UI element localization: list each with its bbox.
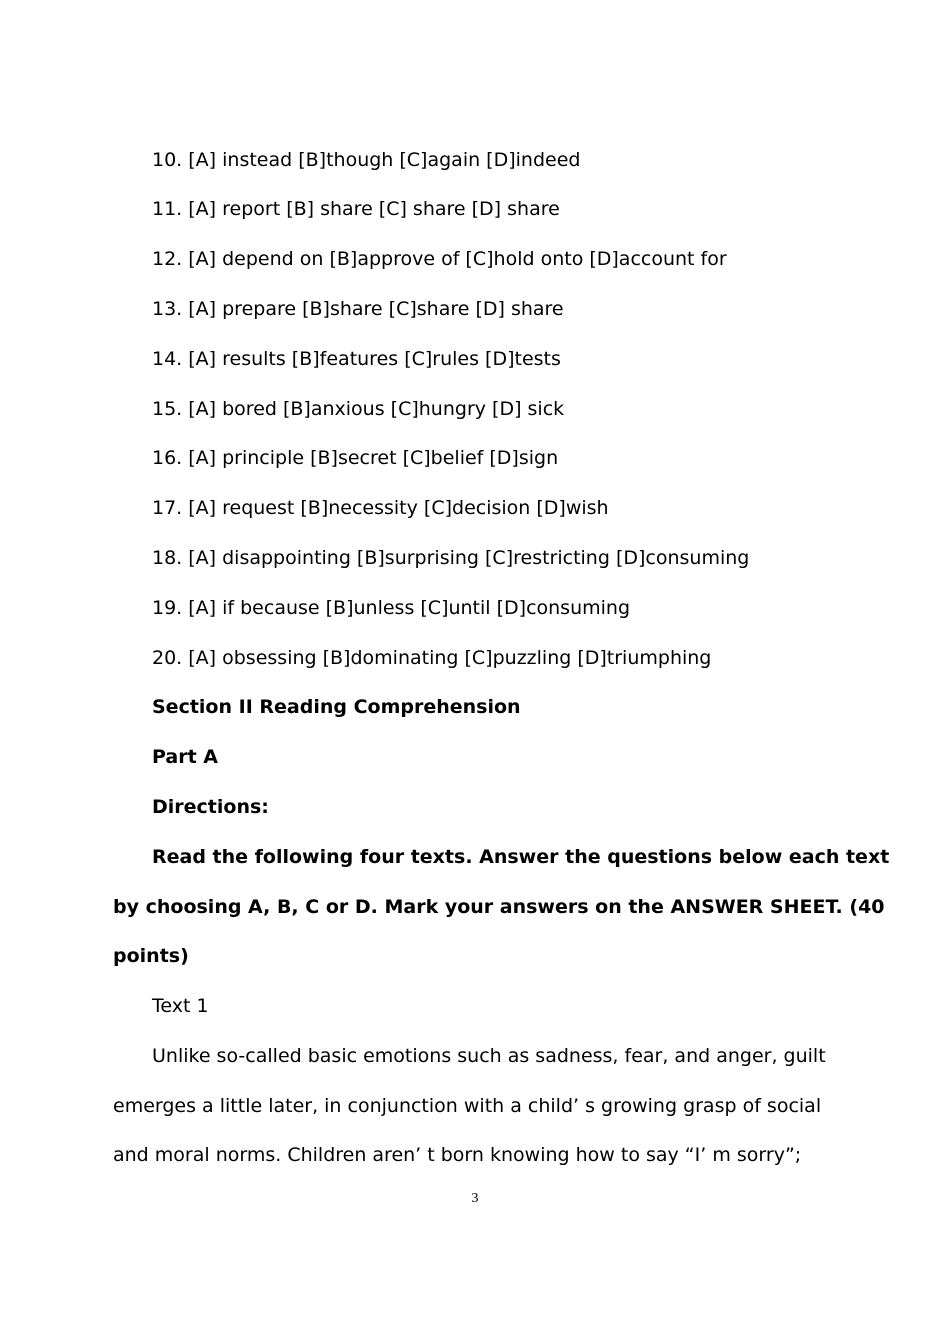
- option-line-14: 14. [A] results [B]features [C]rules [D]tests: [152, 348, 561, 370]
- option-line-13: 13. [A] prepare [B]share [C]share [D] share: [152, 298, 564, 320]
- passage-line-3: and moral norms. Children aren’ t born knowing how to say “I’ m sorry”;: [113, 1144, 802, 1166]
- option-line-17: 17. [A] request [B]necessity [C]decision [D]wish: [152, 497, 609, 519]
- option-line-15: 15. [A] bored [B]anxious [C]hungry [D] sick: [152, 398, 565, 420]
- part-title: Part A: [152, 746, 219, 768]
- directions-label: Directions:: [152, 796, 269, 818]
- passage-line-2: emerges a little later, in conjunction with a child’ s growing grasp of social: [113, 1095, 822, 1117]
- section-title: Section II Reading Comprehension: [152, 696, 521, 718]
- option-line-12: 12. [A] depend on [B]approve of [C]hold onto [D]account for: [152, 248, 727, 270]
- passage-line-1: Unlike so-called basic emotions such as sadness, fear, and anger, guilt: [152, 1045, 826, 1067]
- text-label: Text 1: [152, 995, 209, 1017]
- directions-line-2: by choosing A, B, C or D. Mark your answers on the ANSWER SHEET. (40: [113, 896, 885, 918]
- option-line-20: 20. [A] obsessing [B]dominating [C]puzzling [D]triumphing: [152, 647, 712, 669]
- option-line-11: 11. [A] report [B] share [C] share [D] share: [152, 198, 560, 220]
- option-line-19: 19. [A] if because [B]unless [C]until [D]consuming: [152, 597, 631, 619]
- option-line-18: 18. [A] disappointing [B]surprising [C]restricting [D]consuming: [152, 547, 750, 569]
- page-number: 3: [471, 1191, 479, 1206]
- directions-line-1: Read the following four texts. Answer the questions below each text: [152, 846, 890, 868]
- option-line-10: 10. [A] instead [B]though [C]again [D]indeed: [152, 149, 581, 171]
- directions-line-3: points): [113, 945, 189, 967]
- option-line-16: 16. [A] principle [B]secret [C]belief [D]sign: [152, 447, 559, 469]
